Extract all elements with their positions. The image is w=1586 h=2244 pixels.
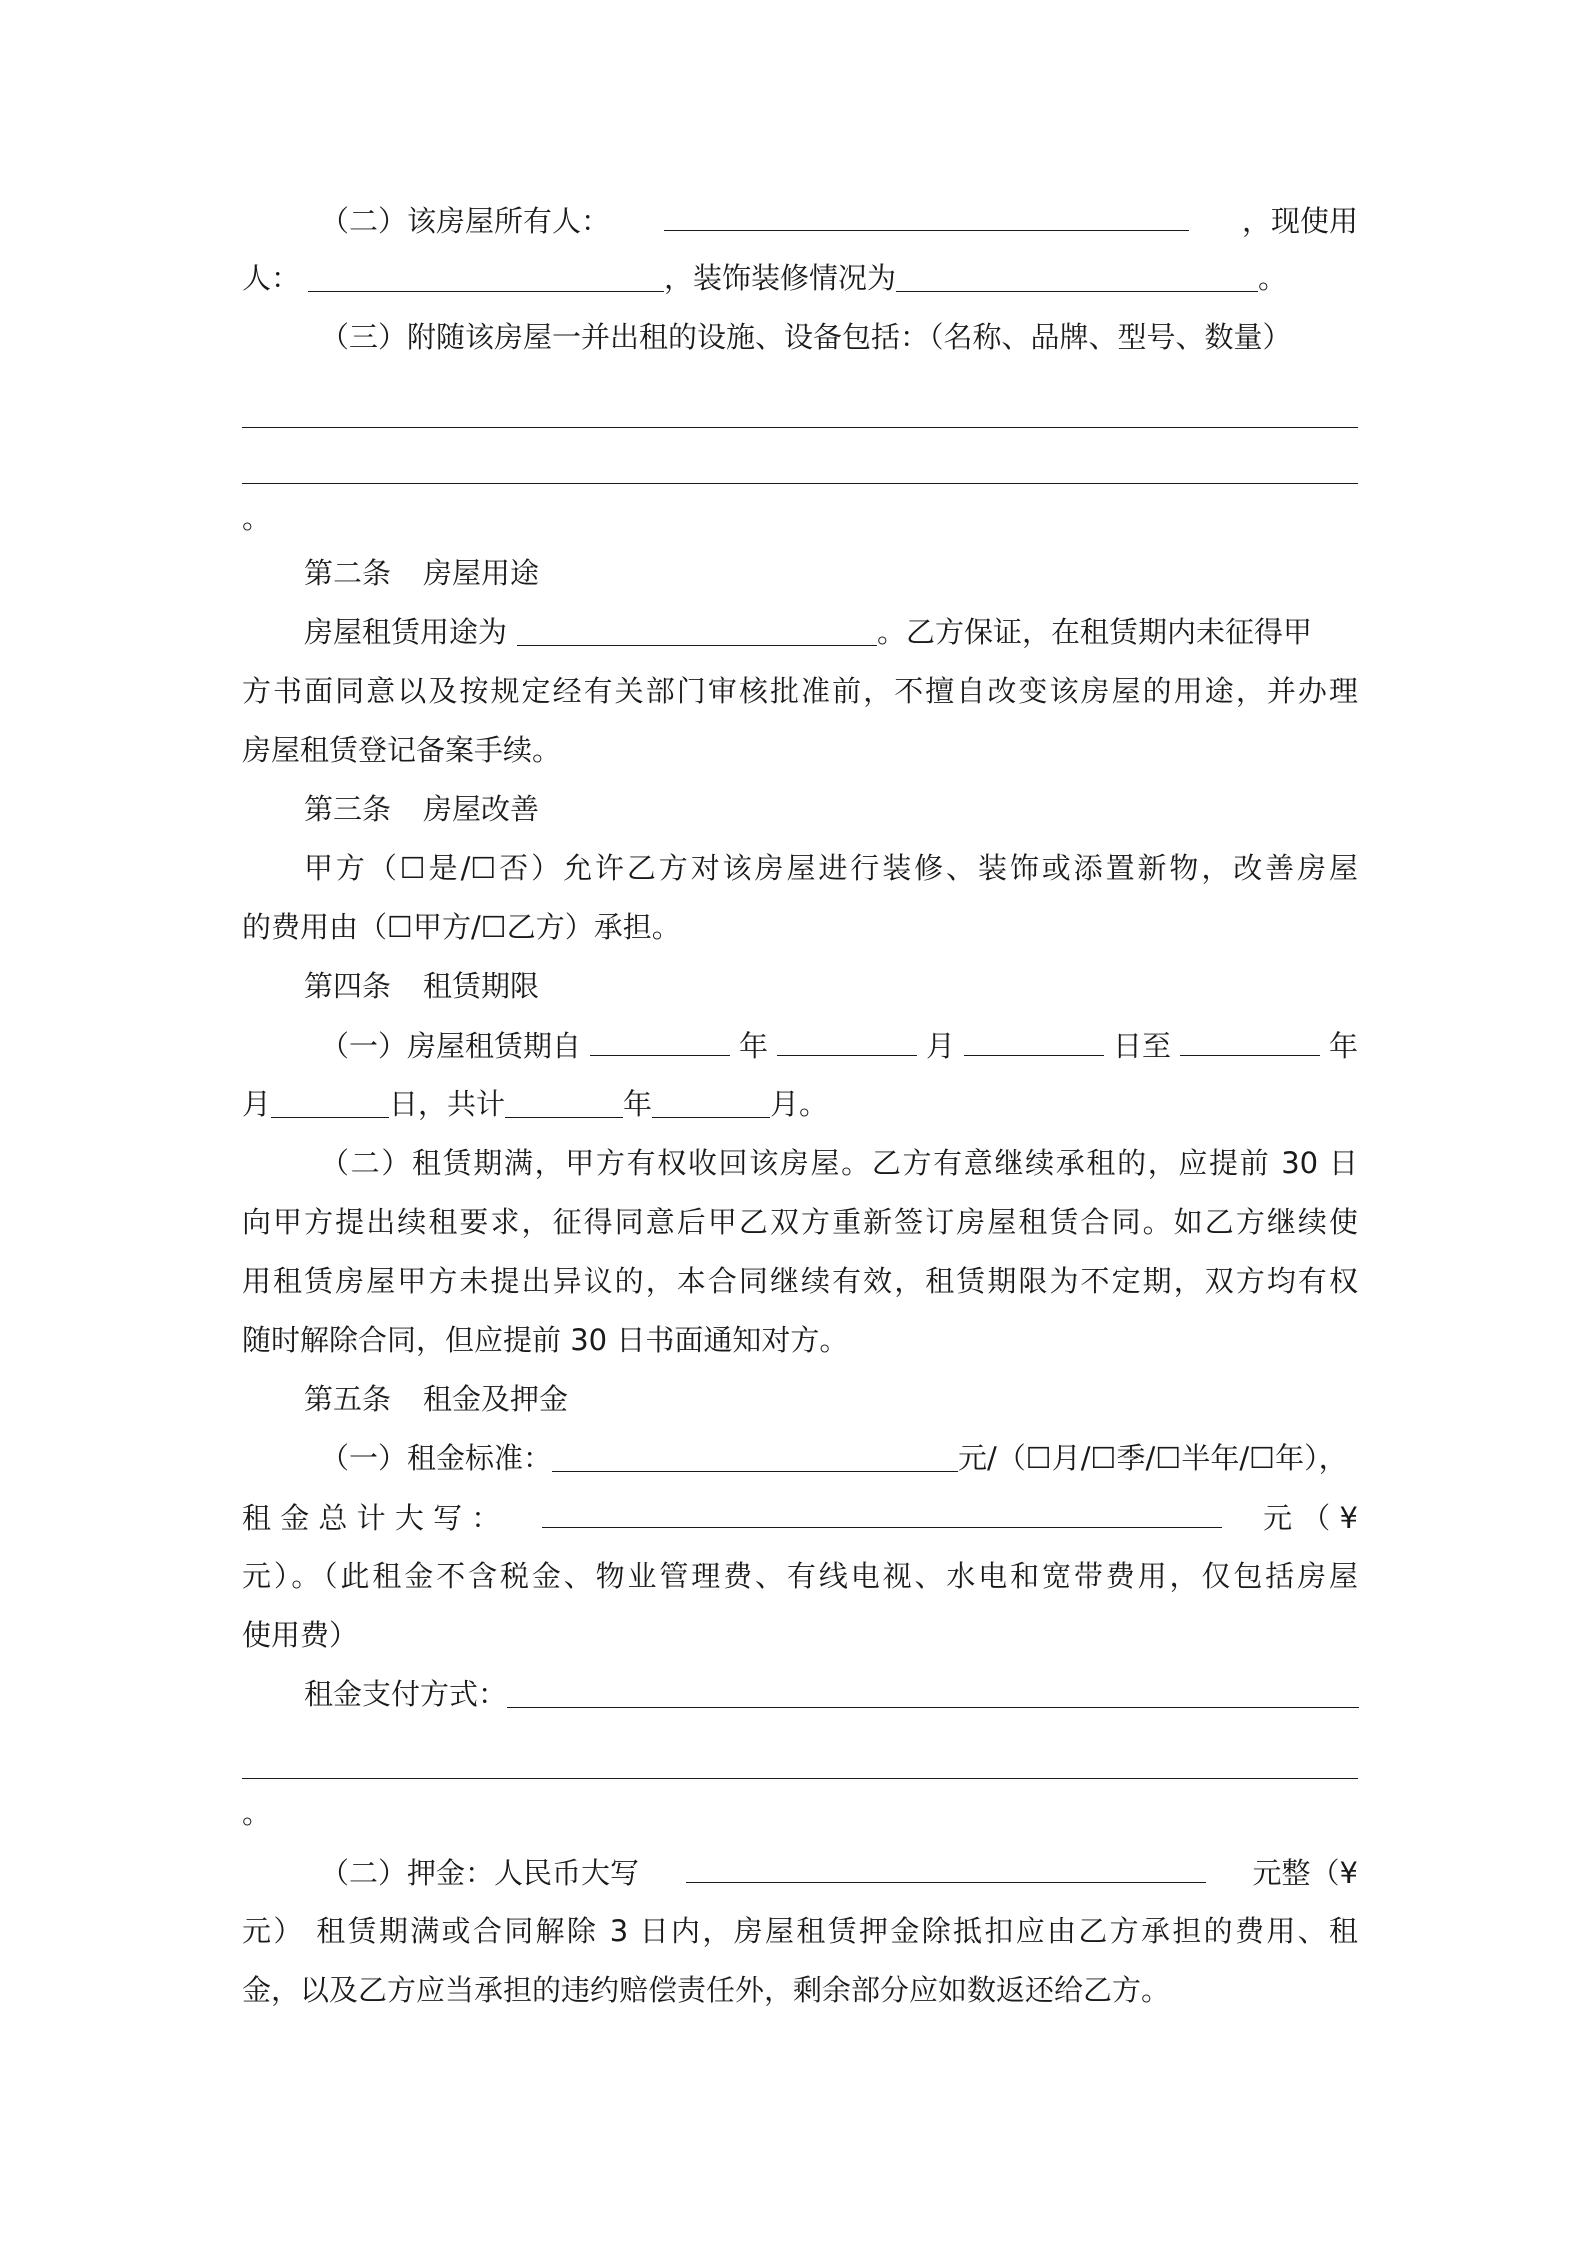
user-decoration-line [242,258,1358,298]
payment-method-label: 租金支付方式： [304,1677,508,1711]
year-label: 年 [738,1029,768,1063]
article-4-heading [304,966,1358,1006]
day-to-label: 日至 [1112,1029,1171,1063]
facilities-blank-2[interactable] [242,483,1358,484]
rent-note-1: 元）。（此租金不含税金、物业管理费、有线电视、水电和宽带费用，仅包括房屋 [242,1559,1358,1593]
deposit-text-2: 金，以及乙方应当承担的违约赔偿责任外，剩余部分应如数返还给乙方。 [242,1973,1171,2007]
end-year-label: 年 [1328,1029,1358,1063]
usage-text-2: 方书面同意以及按规定经有关部门审核批准前，不擅自改变该房屋的用途，并办理 [242,674,1358,708]
rent-total-currency: 元 （ ¥ [1263,1501,1358,1535]
lease-period-line [320,1025,1358,1065]
rent-total-line [242,1497,1358,1537]
article-2-number: 第二条 [304,556,392,590]
owner-line [320,200,1358,240]
facilities-period: 。 [242,501,272,535]
deposit-line [320,1852,1358,1892]
payment-method-line [304,1674,1358,1714]
deposit-blank[interactable] [686,1852,1206,1883]
article-3-title: 房屋改善 [423,792,540,826]
total-years-blank[interactable] [505,1087,623,1118]
decoration-blank[interactable] [896,261,1258,292]
start-year-blank[interactable] [590,1025,730,1056]
facilities-line: （三）附随该房屋一并出租的设施、设备包括：（名称、品牌、型号、数量） [320,320,1292,354]
month-label: 月 [925,1029,955,1063]
renewal-text-1: （二）租赁期满，甲方有权收回该房屋。乙方有意继续承租的，应提前 30 日 [320,1146,1358,1180]
end-month-label: 月 [242,1087,272,1121]
rent-period-options: 元/（☐月/☐季/☐半年/☐年）， [958,1441,1348,1475]
rent-note-2: 使用费） [242,1618,359,1652]
article-4-title: 租赁期限 [423,969,540,1003]
owner-blank[interactable] [664,200,1189,231]
deposit-text-1: 元） 租赁期满或合同解除 3 日内，房屋租赁押金除抵扣应由乙方承担的费用、租 [242,1914,1358,1948]
total-year-label: 年 [623,1087,653,1121]
article-2-title: 房屋用途 [423,556,540,590]
usage-line [304,612,1358,652]
article-3-heading [304,789,1358,829]
start-day-blank[interactable] [964,1025,1104,1056]
end-day-blank[interactable] [271,1087,389,1118]
renewal-text-4: 随时解除合同，但应提前 30 日书面通知对方。 [242,1323,849,1357]
current-user-label: ，现使用 [1241,204,1358,238]
total-label: 日，共计 [389,1087,506,1121]
user-blank[interactable] [308,261,664,292]
total-month-label: 月。 [770,1087,829,1121]
article-5-heading [304,1379,1358,1419]
payment-method-blank[interactable] [507,1677,1359,1708]
facilities-blank-1[interactable] [242,427,1358,428]
total-months-blank[interactable] [652,1087,770,1118]
payment-period: 。 [242,1796,272,1830]
user-label: 人： [242,261,301,295]
article-2-heading [304,553,1358,593]
renewal-text-3: 用租赁房屋甲方未提出异议的，本合同继续有效，租赁期限为不定期，双方均有权 [242,1264,1358,1298]
usage-guarantee-text: 。乙方保证，在租赁期内未征得甲 [877,615,1313,649]
rent-standard-line [320,1438,1358,1478]
usage-text-3: 房屋租赁登记备案手续。 [242,733,562,767]
usage-blank[interactable] [517,615,877,646]
owner-label: （二）该房屋所有人： [320,204,611,238]
start-month-blank[interactable] [777,1025,917,1056]
renewal-text-2: 向甲方提出续租要求，征得同意后甲乙双方重新签订房屋租赁合同。如乙方继续使 [242,1205,1358,1239]
payment-method-blank-2[interactable] [242,1778,1358,1779]
end-year-blank[interactable] [1180,1025,1320,1056]
lease-period-line-2 [242,1084,1358,1124]
article-3-number: 第三条 [304,792,392,826]
improvement-text-1: 甲方（☐是/☐否）允许乙方对该房屋进行装修、装饰或添置新物，改善房屋 [304,851,1358,885]
rent-standard-label: （一）租金标准： [320,1441,553,1475]
deposit-currency: 元整（¥ [1252,1856,1358,1890]
article-5-number: 第五条 [304,1382,392,1416]
lease-start-label: （一）房屋租赁期自 [320,1029,582,1063]
deposit-label: （二）押金：人民币大写 [320,1856,640,1890]
decoration-label: ，装饰装修情况为 [664,261,897,295]
rent-total-label: 租 金 总 计 大 写 ： [242,1501,501,1535]
improvement-text-2: 的费用由（☐甲方/☐乙方）承担。 [242,910,681,944]
rent-standard-blank[interactable] [552,1441,958,1472]
rent-total-blank[interactable] [542,1497,1222,1528]
article-4-number: 第四条 [304,969,392,1003]
article-5-title: 租金及押金 [423,1382,569,1416]
period: 。 [1258,261,1288,295]
usage-label: 房屋租赁用途为 [304,615,508,649]
